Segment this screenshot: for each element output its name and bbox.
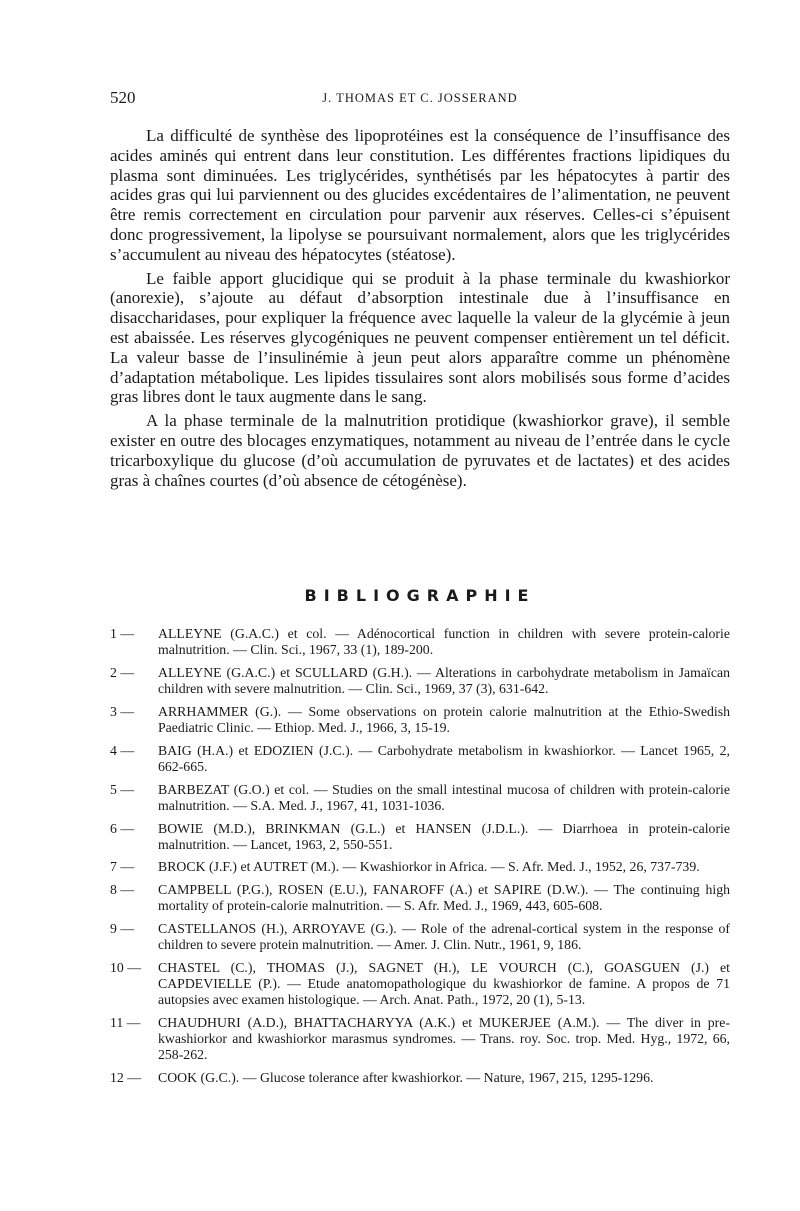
reference-item xyxy=(110,704,730,736)
reference-item xyxy=(110,626,730,658)
reference-number: 12 — xyxy=(110,1070,142,1086)
reference-number: 9 — xyxy=(110,921,135,937)
reference-text: ARRHAMMER (G.). — Some observations on protein calorie malnutrition at the Ethio-Swedish Paediatric Clinic. — Ethiop. Med. J., 1966, 3, 15-19. xyxy=(158,703,730,736)
header-authors: J. THOMAS ET C. JOSSERAND xyxy=(322,91,518,105)
running-header xyxy=(110,88,730,112)
reference-item xyxy=(110,1015,730,1064)
reference-item xyxy=(110,665,730,697)
reference-text: BOWIE (M.D.), BRINKMAN (G.L.) et HANSEN (J.D.L.). — Diarrhoea in protein-calorie malnutrition. — Lancet, 1963, 2, 550-551. xyxy=(158,820,730,852)
reference-number: 11 — xyxy=(110,1015,141,1031)
reference-number: 5 — xyxy=(110,781,135,797)
reference-number: 1 — xyxy=(110,626,135,641)
reference-text: BARBEZAT (G.O.) et col. — Studies on the small intestinal mucosa of children with protein-calorie malnutrition. — S.A. Med. J., 1967, 41, 1031-1036. xyxy=(158,781,730,813)
reference-number: 7 — xyxy=(110,859,135,875)
reference-item xyxy=(110,743,730,775)
paragraph: Le faible apport glucidique qui se produit à la phase terminale du kwashiorkor (anorexie), s’ajoute au défaut d’absorption intestinale due à l’insuffisance en disaccharidases, pour expliquer la fréquence avec laquelle la valeur de la glycémie à jeun est abaissée. Les réserves glycogéniques ne peuvent compenser entièrement un tel déficit. La valeur basse de l’insulinémie à jeun peut alors apparaître comme un phénomène d’adaptation métabolique. Les lipides tissulaires sont alors mobilisés sous forme d’acides gras libres dont le taux augmente dans le sang. xyxy=(110,268,730,407)
reference-number: 10 — xyxy=(110,959,142,975)
paragraph: A la phase terminale de la malnutrition protidique (kwashiorkor grave), il semble exister en outre des blocages enzymatiques, notamment au niveau de l’entrée dans le cycle tricarboxylique du glucose (d’où accumulation de pyruvates et de lactates) et des acides gras à chaînes courtes (d’où absence de cétogénèse). xyxy=(110,411,730,490)
reference-item xyxy=(110,782,730,814)
reference-item xyxy=(110,821,730,853)
reference-item xyxy=(110,882,730,914)
page-number: 520 xyxy=(110,88,136,107)
reference-item xyxy=(110,1070,730,1086)
reference-item xyxy=(110,859,730,875)
paragraph: La difficulté de synthèse des lipoprotéines est la conséquence de l’insuffisance des acides aminés qui entrent dans leur constitution. Les différentes fractions lipidiques du plasma sont diminuées. Les triglycérides, synthétisés par les hépatocytes à partir des acides gras qui lui parviennent ou des glucides excédentaires de l’alimentation, ne peuvent être remis correctement en circulation pour parvenir aux réserves. Celles-ci s’épuisent donc progressivement, la lipolyse se poursuivant normalement, alors que les triglycérides s’accumulent au niveau des hépatocytes (stéatose). xyxy=(110,126,730,264)
reference-text: CAMPBELL (P.G.), ROSEN (E.U.), FANAROFF (A.) et SAPIRE (D.W.). — The continuing high mortality of protein-calorie malnutrition. — S. Afr. Med. J., 1969, 443, 605-608. xyxy=(158,882,730,914)
reference-text: CHAUDHURI (A.D.), BHATTACHARYYA (A.K.) et MUKERJEE (A.M.). — The diver in pre-kwashiorkor and kwashiorkor marasmus syndromes. — Trans. roy. Soc. trop. Med. Hyg., 1972, 66, 258-262. xyxy=(158,1015,730,1063)
reference-text: COOK (G.C.). — Glucose tolerance after kwashiorkor. — Nature, 1967, 215, 1295-1296. xyxy=(158,1070,654,1086)
reference-text: BAIG (H.A.) et EDOZIEN (J.C.). — Carbohydrate metabolism in kwashiorkor. — Lancet 1965, 2, 662-665. xyxy=(158,742,730,774)
reference-text: CASTELLANOS (H.), ARROYAVE (G.). — Role of the adrenal-cortical system in the response of children to severe protein malnutrition. — Amer. J. Clin. Nutr., 1961, 9, 186. xyxy=(158,921,730,953)
reference-text: ALLEYNE (G.A.C.) et SCULLARD (G.H.). — Alterations in carbohydrate metabolism in Jamaïcan children with severe malnutrition. — Clin. Sci., 1969, 37 (3), 631-642. xyxy=(158,664,730,697)
bibliography-list xyxy=(110,626,730,1093)
reference-text: ALLEYNE (G.A.C.) et col. — Adénocortical function in children with severe protein-calorie malnutrition. — Clin. Sci., 1967, 33 (1), 189-200. xyxy=(158,626,730,658)
reference-number: 2 — xyxy=(110,664,135,680)
reference-item xyxy=(110,960,730,1009)
bibliography-title: BIBLIOGRAPHIE xyxy=(304,586,536,605)
reference-text: CHASTEL (C.), THOMAS (J.), SAGNET (H.), LE VOURCH (C.), GOASGUEN (J.) et CAPDEVIELLE (P.). — Etude anatomopathologique du kwashiorkor de famine. A propos de 71 autopsies avec examen histologique. — Arch. Anat. Path., 1972, 20 (1), 5-13. xyxy=(158,959,730,1008)
reference-number: 6 — xyxy=(110,820,135,836)
reference-number: 3 — xyxy=(110,703,135,719)
body-text xyxy=(110,126,730,494)
reference-number: 8 — xyxy=(110,882,135,898)
reference-text: BROCK (J.F.) et AUTRET (M.). — Kwashiorkor in Africa. — S. Afr. Med. J., 1952, 26, 737-739. xyxy=(158,859,700,875)
reference-item xyxy=(110,921,730,953)
reference-number: 4 — xyxy=(110,742,135,758)
